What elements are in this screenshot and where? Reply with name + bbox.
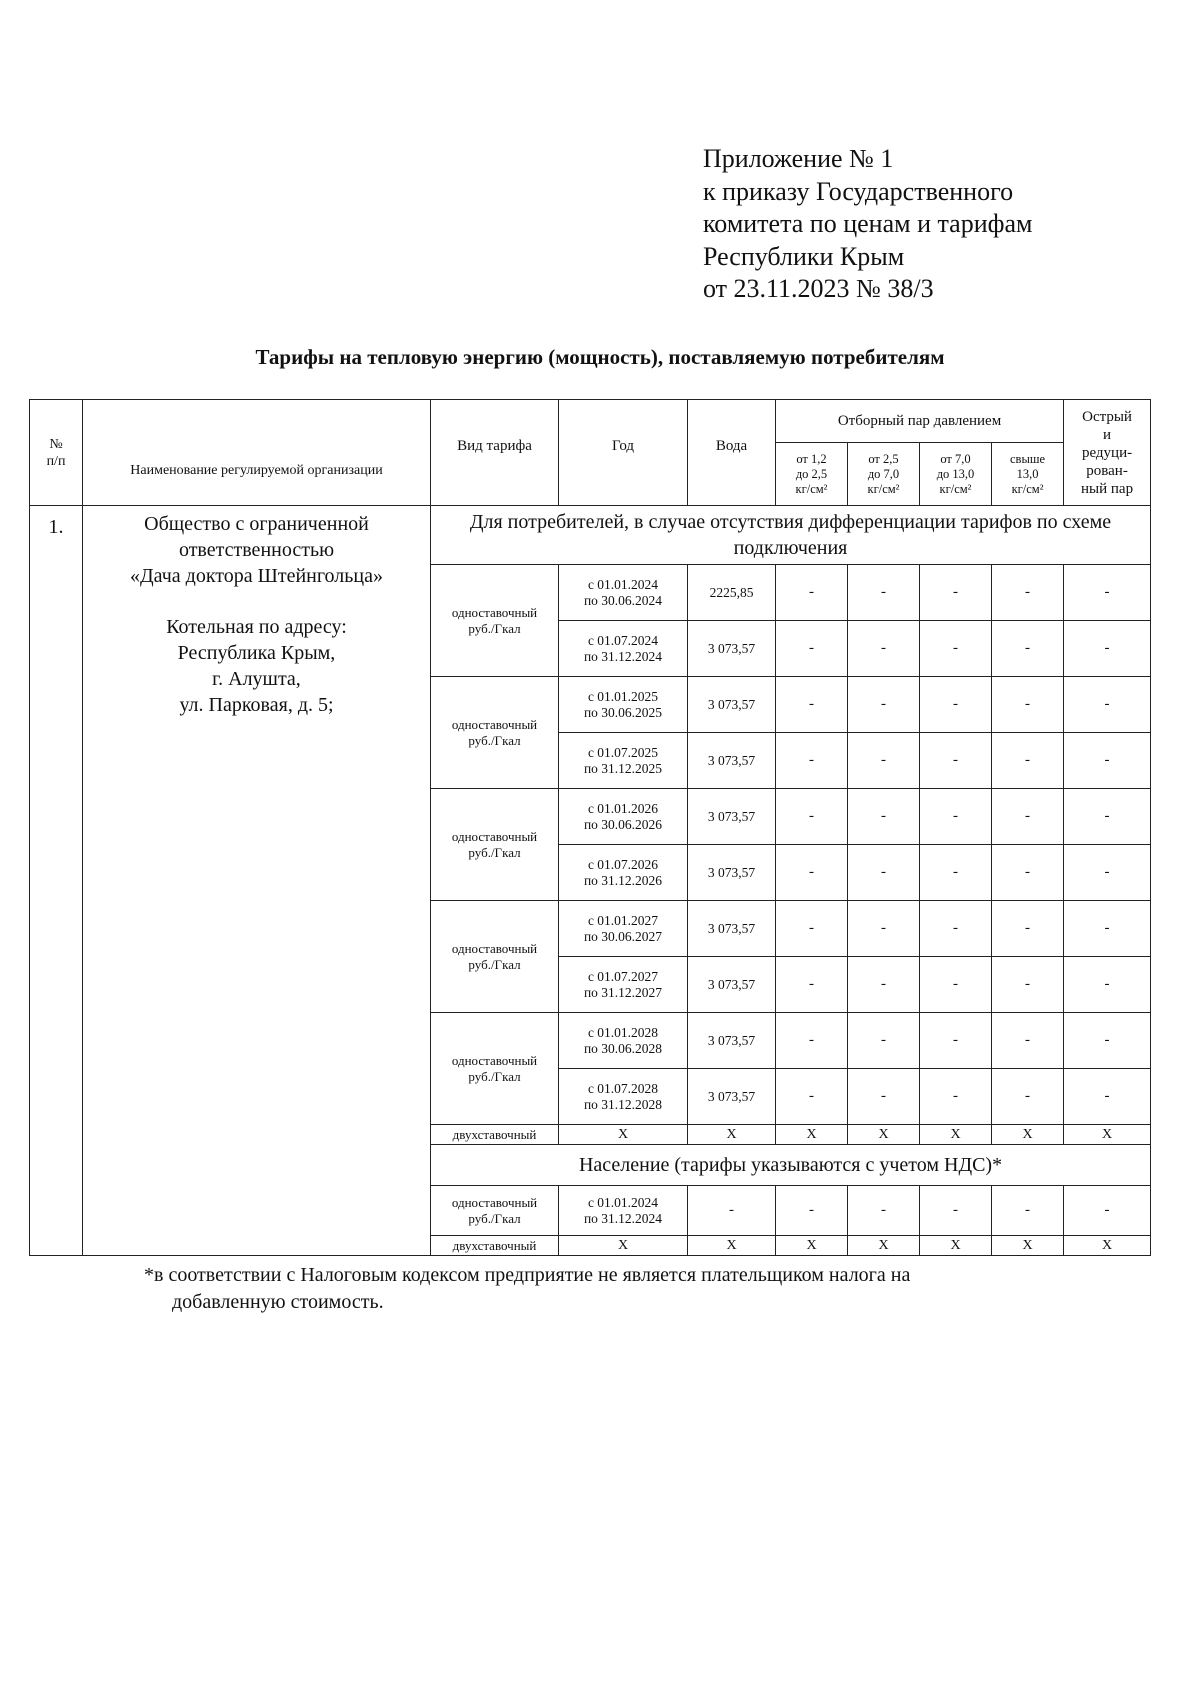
not-applicable-cell: Х [559,1236,688,1256]
period-cell [559,733,688,789]
empty-tariff-cell: - [848,621,920,677]
empty-tariff-cell: - [992,677,1064,733]
row-number: 1. [30,506,83,1256]
header-organization: Наименование регулируемой организации [83,400,431,506]
empty-tariff-cell: - [920,1069,992,1125]
empty-tariff-cell: - [920,1186,992,1236]
not-applicable-cell: Х [920,1236,992,1256]
empty-tariff-cell: - [1064,1013,1151,1069]
empty-tariff-cell: - [776,957,848,1013]
period-cell [559,1013,688,1069]
period-end: по 30.06.2024 [583,592,663,608]
empty-tariff-cell: - [848,901,920,957]
header-acute-line: и [1103,426,1112,443]
empty-tariff-cell: - [776,733,848,789]
empty-tariff-cell: - [920,901,992,957]
appendix-line: Республики Крым [703,241,905,271]
not-applicable-cell: Х [1064,1236,1151,1256]
header-steam-line: кг/см² [1011,481,1044,496]
period-start: с 01.01.2025 [587,688,659,704]
empty-tariff-cell: - [1064,621,1151,677]
header-steam-line: кг/см² [867,481,900,496]
period-end: по 31.12.2025 [583,760,663,776]
period-start: с 01.01.2028 [587,1024,659,1040]
header-steam-line: от 1,2 [796,451,827,466]
period-end: по 31.12.2024 [583,1210,663,1226]
tariff-type-line: одноставочный [451,604,538,620]
tariff-type-two-part: двухставочный [431,1125,559,1145]
tariff-type-line: руб./Гкал [468,1068,521,1084]
not-applicable-cell: Х [848,1236,920,1256]
water-tariff-value: 3 073,57 [688,845,776,901]
header-steam-7-0-13-0 [920,443,992,506]
empty-tariff-cell: - [992,845,1064,901]
not-applicable-cell: Х [776,1236,848,1256]
empty-tariff-cell: - [776,677,848,733]
period-end: по 31.12.2026 [583,872,663,888]
organization-address-line: Котельная по адресу: [166,616,347,638]
not-applicable-cell: Х [920,1125,992,1145]
empty-tariff-cell: - [776,621,848,677]
empty-tariff-cell: - [688,1186,776,1236]
empty-tariff-cell: - [992,1013,1064,1069]
empty-tariff-cell: - [992,789,1064,845]
header-number-line: № [49,436,63,452]
header-steam-line: до 2,5 [795,466,828,481]
header-acute-steam [1064,400,1151,506]
header-steam-group: Отборный пар давлением [776,400,1064,443]
tariff-type-line: руб./Гкал [468,956,521,972]
empty-tariff-cell: - [848,789,920,845]
not-applicable-cell: Х [688,1125,776,1145]
tariff-type-line: одноставочный [451,940,538,956]
header-steam-line: от 7,0 [940,451,971,466]
water-tariff-value: 3 073,57 [688,1069,776,1125]
empty-tariff-cell: - [848,677,920,733]
period-start: с 01.01.2026 [587,800,659,816]
organization-address-line: г. Алушта, [212,668,301,690]
header-number-line: п/п [46,453,66,469]
footnote [144,1262,1154,1316]
organization-name-line: Общество с ограниченной [144,513,369,535]
period-cell [559,565,688,621]
tariff-type-single-rate [431,677,559,789]
period-cell [559,957,688,1013]
empty-tariff-cell: - [848,1186,920,1236]
empty-tariff-cell: - [920,789,992,845]
period-cell [559,1069,688,1125]
empty-tariff-cell: - [776,1069,848,1125]
water-tariff-value: 2225,85 [688,565,776,621]
empty-tariff-cell: - [992,1186,1064,1236]
empty-tariff-cell: - [992,1069,1064,1125]
appendix-block [703,143,1032,306]
period-start: с 01.07.2024 [587,632,659,648]
empty-tariff-cell: - [776,901,848,957]
not-applicable-cell: Х [776,1125,848,1145]
tariff-type-line: руб./Гкал [468,1210,521,1226]
not-applicable-cell: Х [992,1236,1064,1256]
period-end: по 31.12.2028 [583,1096,663,1112]
header-number [30,400,83,506]
not-applicable-cell: Х [559,1125,688,1145]
header-tariff-type: Вид тарифа [431,400,559,506]
document-title: Тарифы на тепловую энергию (мощность), поставляемую потребителям [255,345,945,369]
empty-tariff-cell: - [992,621,1064,677]
tariff-type-line: одноставочный [451,1194,538,1210]
empty-tariff-cell: - [848,1069,920,1125]
water-tariff-value: 3 073,57 [688,789,776,845]
period-end: по 31.12.2027 [583,984,663,1000]
empty-tariff-cell: - [776,1013,848,1069]
period-end: по 30.06.2026 [583,816,663,832]
tariff-type-line: одноставочный [451,1052,538,1068]
header-acute-line: Острый [1082,408,1132,425]
period-end: по 31.12.2024 [583,648,663,664]
water-tariff-value: 3 073,57 [688,957,776,1013]
empty-tariff-cell: - [776,1186,848,1236]
empty-tariff-cell: - [920,621,992,677]
header-steam-line: до 13,0 [936,466,975,481]
period-start: с 01.01.2027 [587,912,659,928]
appendix-line: Приложение № 1 [703,144,894,173]
tariff-type-single-rate [431,565,559,677]
tariff-type-line: одноставочный [451,716,538,732]
empty-tariff-cell: - [920,565,992,621]
section-no-differentiation: Для потребителей, в случае отсутствия дифференциации тарифов по схеме подключения [431,506,1151,565]
empty-tariff-cell: - [1064,1186,1151,1236]
empty-tariff-cell: - [992,901,1064,957]
header-steam-line: 13,0 [1016,466,1039,481]
tariff-type-line: руб./Гкал [468,732,521,748]
water-tariff-value: 3 073,57 [688,901,776,957]
section-population: Население (тарифы указываются с учетом НДС)* [431,1145,1151,1186]
tariff-type-single-rate [431,789,559,901]
tariff-type-line: одноставочный [451,828,538,844]
not-applicable-cell: Х [992,1125,1064,1145]
period-cell [559,789,688,845]
empty-tariff-cell: - [992,565,1064,621]
empty-tariff-cell: - [920,677,992,733]
period-start: с 01.07.2028 [587,1080,659,1096]
empty-tariff-cell: - [776,845,848,901]
not-applicable-cell: Х [1064,1125,1151,1145]
period-start: с 01.01.2024 [587,1194,659,1210]
tariff-type-single-rate [431,1186,559,1236]
period-end: по 30.06.2028 [583,1040,663,1056]
empty-tariff-cell: - [1064,733,1151,789]
organization-address-line: Республика Крым, [177,642,336,664]
empty-tariff-cell: - [776,565,848,621]
period-cell [559,901,688,957]
empty-tariff-cell: - [920,845,992,901]
organization-name [83,511,430,589]
header-acute-line: рован- [1086,462,1128,479]
organization-name-line: «Дача доктора Штейнгольца» [130,565,383,587]
tariff-type-line: руб./Гкал [468,620,521,636]
water-tariff-value: 3 073,57 [688,733,776,789]
empty-tariff-cell: - [848,845,920,901]
empty-tariff-cell: - [992,957,1064,1013]
tariff-type-two-part: двухставочный [431,1236,559,1256]
header-steam-line: от 2,5 [868,451,899,466]
empty-tariff-cell: - [1064,789,1151,845]
footnote-line: добавленную стоимость. [172,1291,384,1313]
empty-tariff-cell: - [1064,957,1151,1013]
empty-tariff-cell: - [992,733,1064,789]
empty-tariff-cell: - [920,957,992,1013]
not-applicable-cell: Х [848,1125,920,1145]
water-tariff-value: 3 073,57 [688,621,776,677]
organization-cell [83,506,431,1256]
period-end: по 30.06.2027 [583,928,663,944]
header-year: Год [559,400,688,506]
empty-tariff-cell: - [920,1013,992,1069]
period-cell [559,677,688,733]
header-steam-line: свыше [1010,451,1046,466]
header-water: Вода [688,400,776,506]
footnote-line: *в соответствии с Налоговым кодексом предприятие не является плательщиком налога на [144,1264,911,1286]
appendix-line: комитета по ценам и тарифам [703,209,1033,238]
tariff-type-line: руб./Гкал [468,844,521,860]
tariff-type-single-rate [431,901,559,1013]
appendix-line: от 23.11.2023 № 38/3 [703,274,934,303]
period-start: с 01.01.2024 [587,576,659,592]
empty-tariff-cell: - [1064,677,1151,733]
header-steam-2-5-7-0 [848,443,920,506]
empty-tariff-cell: - [1064,845,1151,901]
period-cell [559,1186,688,1236]
empty-tariff-cell: - [848,733,920,789]
header-steam-line: кг/см² [939,481,972,496]
water-tariff-value: 3 073,57 [688,677,776,733]
period-cell [559,845,688,901]
appendix-line: к приказу Государственного [703,176,1014,206]
organization-name-line: ответственностью [178,539,335,561]
organization-address [83,614,430,718]
header-steam-1-2-2-5 [776,443,848,506]
header-steam-line: до 7,0 [867,466,900,481]
empty-tariff-cell: - [920,733,992,789]
period-cell [559,621,688,677]
empty-tariff-cell: - [1064,901,1151,957]
header-acute-line: ный пар [1081,480,1134,497]
period-start: с 01.07.2025 [587,744,659,760]
period-start: с 01.07.2027 [587,968,659,984]
organization-address-line: ул. Парковая, д. 5; [179,694,334,716]
empty-tariff-cell: - [1064,1069,1151,1125]
empty-tariff-cell: - [776,789,848,845]
period-end: по 30.06.2025 [583,704,663,720]
empty-tariff-cell: - [848,957,920,1013]
tariff-table [29,399,1151,1256]
not-applicable-cell: Х [688,1236,776,1256]
header-steam-over-13-0 [992,443,1064,506]
empty-tariff-cell: - [848,1013,920,1069]
empty-tariff-cell: - [1064,565,1151,621]
header-acute-line: редуци- [1081,444,1133,461]
empty-tariff-cell: - [848,565,920,621]
tariff-type-single-rate [431,1013,559,1125]
header-steam-line: кг/см² [795,481,828,496]
water-tariff-value: 3 073,57 [688,1013,776,1069]
period-start: с 01.07.2026 [587,856,659,872]
